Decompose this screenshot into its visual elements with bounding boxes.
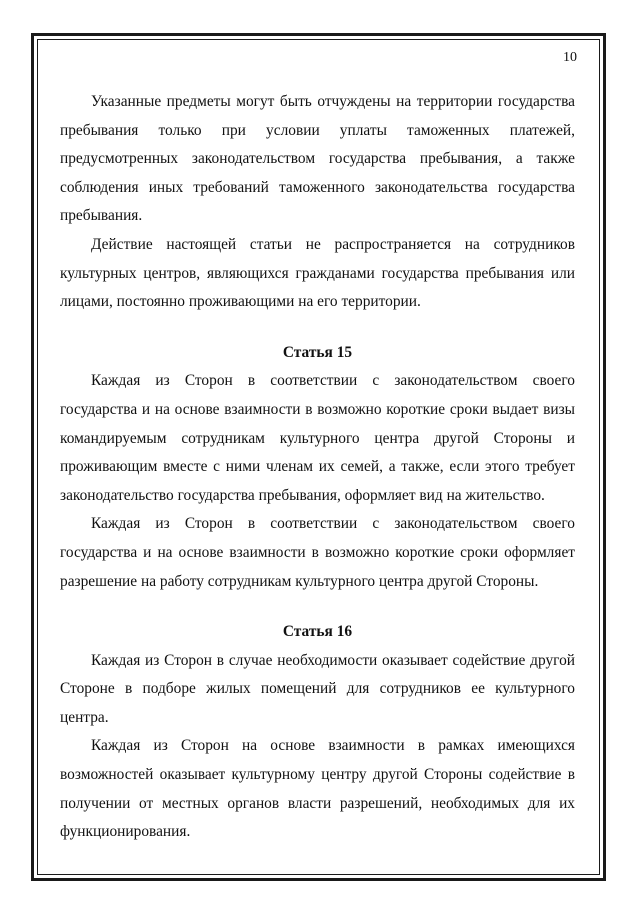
article-15-paragraph-1: Каждая из Сторон в соответствии с законодательством своего государства и на основе взаимности в возможно короткие сроки выдает визы командируемым сотрудникам культурного центра другой Стороны и проживающим вместе с ними членам их семей, а также, если этого требует законодательство государства пребывания, оформляет вид на жительство. — [60, 372, 575, 504]
article-16-paragraph-2: Каждая из Сторон на основе взаимности в рамках имеющихся возможностей оказывает культурному центру другой Стороны содействие в получении от местных органов власти разрешений, необходимых для их функционирования. — [60, 737, 575, 841]
paragraph-intro-2: Действие настоящей статьи не распространяется на сотрудников культурных центров, являющихся гражданами государства пребывания или лицами, постоянно проживающими на его территории. — [60, 235, 575, 311]
page-number: 10 — [563, 50, 577, 65]
article-15-heading: Статья 15 — [282, 343, 353, 361]
article-15-paragraph-2: Каждая из Сторон в соответствии с законодательством своего государства и на основе взаимности в возможно короткие сроки оформляет разрешение на работу сотрудникам культурного центра другой Стороны. — [60, 515, 575, 590]
article-16-paragraph-1: Каждая из Сторон в случае необходимости оказывает содействие другой Стороне в подборе жилых помещений для сотрудников ее культурного центра. — [60, 651, 575, 726]
document-body — [60, 88, 575, 847]
paragraph-intro-1: Указанные предметы могут быть отчуждены на территории государства пребывания только при условии уплаты таможенных платежей, предусмотренных законодательством государства пребывания, а также соблюдения иных требований таможенного законодательства государства пребывания. — [60, 93, 575, 225]
article-16-heading: Статья 16 — [282, 623, 353, 641]
